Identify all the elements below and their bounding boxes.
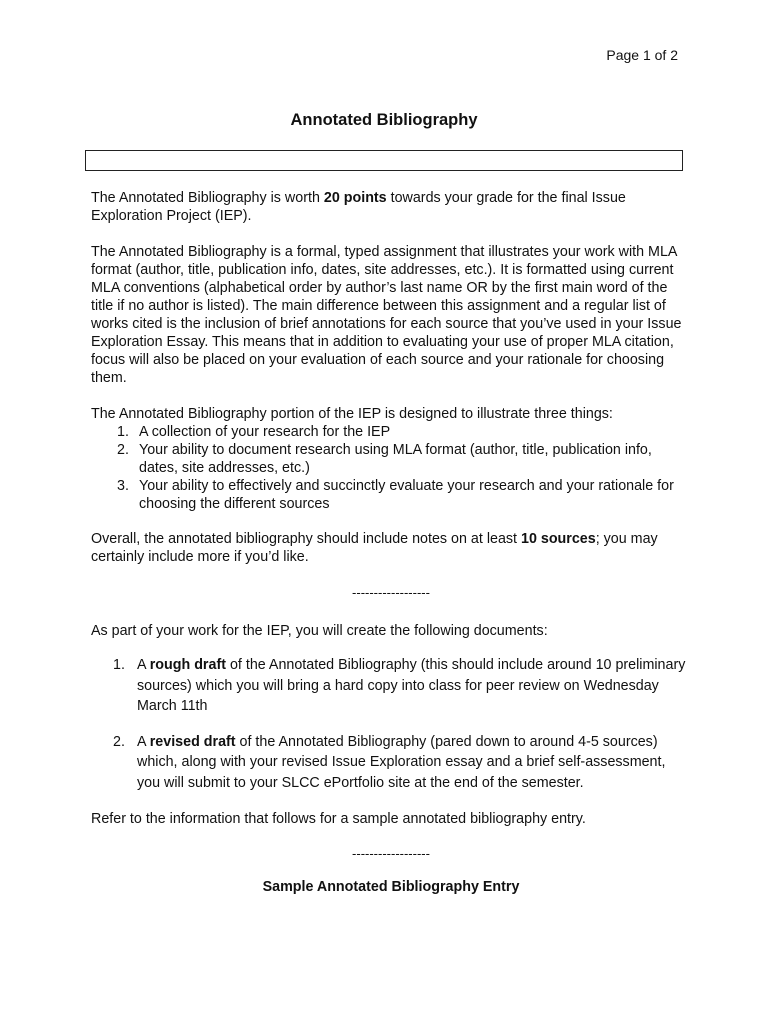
list-item-pre: A bbox=[137, 657, 150, 673]
list-number: 1. bbox=[113, 657, 125, 673]
sample-entry-heading: Sample Annotated Bibliography Entry bbox=[262, 879, 520, 895]
intro-paragraph bbox=[91, 189, 691, 225]
intro-text-2: towards your grade for the final Issue Exploration Project (IEP). bbox=[91, 190, 626, 224]
intro-text-1: The Annotated Bibliography is worth bbox=[91, 190, 324, 206]
overall-text-2: ; you may certainly include more if you’d like. bbox=[91, 531, 658, 565]
rough-draft-highlight: rough draft bbox=[149, 657, 226, 673]
list-item bbox=[91, 441, 691, 477]
blank-box bbox=[85, 150, 683, 171]
page-number: Page 1 of 2 bbox=[606, 47, 678, 63]
overall-text-1: Overall, the annotated bibliography should include notes on at least bbox=[91, 531, 521, 547]
list-number: 1. bbox=[117, 424, 129, 440]
list-number: 3. bbox=[117, 478, 129, 494]
document-title: Annotated Bibliography bbox=[290, 111, 478, 129]
document-body bbox=[91, 189, 691, 896]
list-item-text: Your ability to document research using MLA format (author, title, publication info, dates, site addresses, etc.) bbox=[139, 442, 652, 476]
list-item bbox=[91, 655, 691, 717]
list-item bbox=[91, 732, 691, 794]
list-item bbox=[91, 477, 691, 513]
revised-draft-highlight: revised draft bbox=[149, 733, 236, 750]
overall-paragraph bbox=[91, 530, 691, 566]
list-item-text: Your ability to effectively and succinctly evaluate your research and your rationale for choosing the different sources bbox=[139, 478, 674, 512]
refer-paragraph: Refer to the information that follows for a sample annotated bibliography entry. bbox=[91, 811, 586, 827]
list-item-text: of the Annotated Bibliography (pared down to around 4-5 sources) which, along with your revised Issue Exploration essay and a brief self-assessment, you will submit to your SLCC ePortfolio site at the end of the semester. bbox=[137, 733, 666, 791]
points-highlight: 20 points bbox=[323, 190, 387, 206]
section-divider: ------------------ bbox=[352, 846, 430, 861]
documents-lead: As part of your work for the IEP, you will create the following documents: bbox=[91, 623, 548, 639]
section-divider: ------------------ bbox=[352, 585, 430, 600]
purpose-lead: The Annotated Bibliography portion of the IEP is designed to illustrate three things: bbox=[91, 406, 613, 422]
list-item-text: A collection of your research for the IEP bbox=[139, 424, 391, 440]
list-item-pre: A bbox=[137, 733, 150, 750]
sources-highlight: 10 sources bbox=[521, 531, 596, 547]
list-number: 2. bbox=[113, 733, 125, 750]
purpose-list bbox=[91, 423, 691, 513]
description-paragraph: The Annotated Bibliography is a formal, typed assignment that illustrates your work with MLA format (author, title, publication info, dates, site addresses, etc.). It is formatted using current MLA conventions (alphabetical order by author’s last name OR by the first main word of the title if no author is listed). The main difference between this assignment and a regular list of works cited is the inclusion of brief annotations for each source that you’ve used in your Issue Exploration Essay. This means that in addition to evaluating your use of proper MLA citation, focus will also be placed on your evaluation of each source and your rationale for choosing them. bbox=[91, 244, 682, 386]
list-item bbox=[91, 423, 691, 441]
list-item-text: of the Annotated Bibliography (this should include around 10 preliminary sources) which you will bring a hard copy into class for peer review on Wednesday March 11th bbox=[137, 657, 686, 714]
documents-list bbox=[91, 655, 691, 793]
list-number: 2. bbox=[117, 442, 129, 458]
